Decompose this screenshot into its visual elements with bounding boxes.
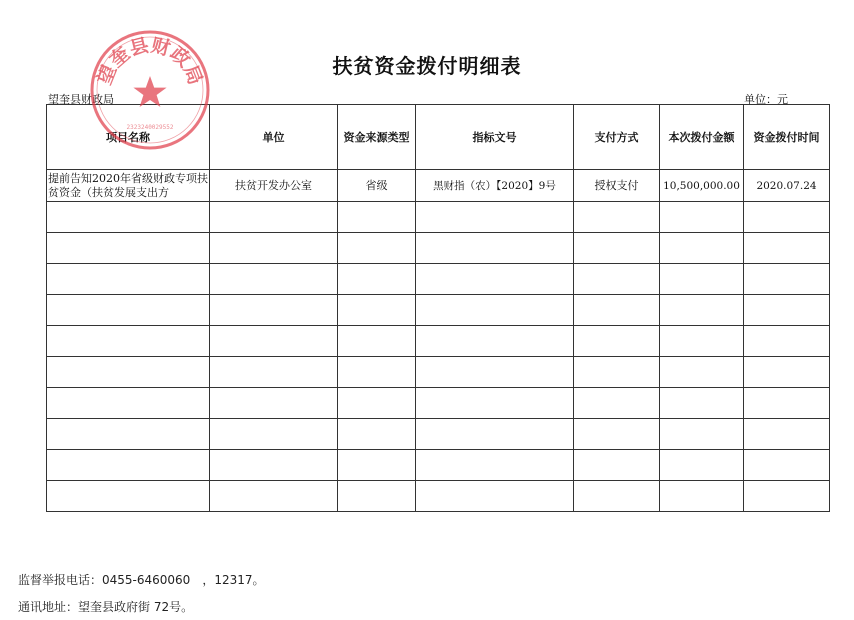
column-header-payment-method: 支付方式 xyxy=(574,105,660,170)
empty-cell xyxy=(47,357,210,388)
table-row-empty xyxy=(47,295,830,326)
empty-cell xyxy=(574,357,660,388)
empty-cell xyxy=(416,295,574,326)
seal-star-icon xyxy=(133,76,166,107)
cell-unit: 扶贫开发办公室 xyxy=(210,170,338,202)
empty-cell xyxy=(338,419,416,450)
empty-cell xyxy=(416,450,574,481)
cell-payment-method: 授权支付 xyxy=(574,170,660,202)
empty-cell xyxy=(660,419,744,450)
empty-cell xyxy=(338,295,416,326)
empty-cell xyxy=(210,233,338,264)
empty-cell xyxy=(744,264,830,295)
column-header-fund-source: 资金来源类型 xyxy=(338,105,416,170)
table-row-empty xyxy=(47,388,830,419)
empty-cell xyxy=(210,326,338,357)
empty-cell xyxy=(574,419,660,450)
empty-cell xyxy=(47,202,210,233)
table-row-empty xyxy=(47,264,830,295)
column-header-document-number: 指标文号 xyxy=(416,105,574,170)
document-title: 扶贫资金拨付明细表 xyxy=(332,54,522,78)
empty-cell xyxy=(660,357,744,388)
empty-cell xyxy=(210,450,338,481)
empty-cell xyxy=(660,481,744,512)
empty-cell xyxy=(660,202,744,233)
table-row-empty xyxy=(47,419,830,450)
empty-cell xyxy=(574,450,660,481)
empty-cell xyxy=(416,264,574,295)
empty-cell xyxy=(416,481,574,512)
empty-cell xyxy=(210,481,338,512)
empty-cell xyxy=(47,388,210,419)
empty-cell xyxy=(338,450,416,481)
empty-cell xyxy=(416,326,574,357)
cell-payment-date: 2020.07.24 xyxy=(744,170,830,202)
empty-cell xyxy=(744,202,830,233)
empty-cell xyxy=(744,450,830,481)
empty-cell xyxy=(744,481,830,512)
empty-cell xyxy=(660,233,744,264)
empty-cell xyxy=(744,357,830,388)
empty-cell xyxy=(338,481,416,512)
seal-text: 望奎县财政局 xyxy=(93,34,207,88)
empty-cell xyxy=(744,326,830,357)
empty-cell xyxy=(574,295,660,326)
table-row-empty xyxy=(47,202,830,233)
empty-cell xyxy=(744,388,830,419)
empty-cell xyxy=(47,450,210,481)
empty-cell xyxy=(338,388,416,419)
empty-cell xyxy=(744,419,830,450)
empty-cell xyxy=(416,357,574,388)
empty-cell xyxy=(47,419,210,450)
table-row-empty xyxy=(47,233,830,264)
department-name: 望奎县财政局 xyxy=(48,93,114,106)
empty-cell xyxy=(660,295,744,326)
empty-cell xyxy=(574,388,660,419)
empty-cell xyxy=(338,357,416,388)
empty-cell xyxy=(660,326,744,357)
empty-cell xyxy=(338,233,416,264)
column-header-amount: 本次拨付金额 xyxy=(660,105,744,170)
currency-unit: 单位：元 xyxy=(744,93,788,106)
empty-cell xyxy=(210,295,338,326)
empty-cell xyxy=(210,419,338,450)
empty-cell xyxy=(660,450,744,481)
footer-address: 通讯地址：望奎县政府街 72号。 xyxy=(18,600,194,614)
empty-cell xyxy=(574,326,660,357)
empty-cell xyxy=(47,481,210,512)
empty-cell xyxy=(338,326,416,357)
column-header-unit: 单位 xyxy=(210,105,338,170)
cell-project-name: 提前告知2020年省级财政专项扶贫资金（扶贫发展支出方 xyxy=(47,170,210,202)
empty-cell xyxy=(744,295,830,326)
empty-cell xyxy=(660,264,744,295)
empty-cell xyxy=(574,202,660,233)
cell-fund-source: 省级 xyxy=(338,170,416,202)
footer-phone: 监督举报电话：0455-6460060 ，12317。 xyxy=(18,573,265,587)
empty-cell xyxy=(574,264,660,295)
empty-cell xyxy=(210,202,338,233)
empty-cell xyxy=(210,388,338,419)
empty-cell xyxy=(744,233,830,264)
table-row-empty xyxy=(47,450,830,481)
empty-cell xyxy=(416,388,574,419)
table-row-empty xyxy=(47,481,830,512)
cell-document-number: 黑财指（农）【2020】9号 xyxy=(416,170,574,202)
table-row-empty xyxy=(47,357,830,388)
table-row xyxy=(47,170,830,202)
empty-cell xyxy=(210,264,338,295)
empty-cell xyxy=(338,264,416,295)
empty-cell xyxy=(47,326,210,357)
table-body xyxy=(47,170,830,512)
empty-cell xyxy=(574,481,660,512)
empty-cell xyxy=(416,233,574,264)
empty-cell xyxy=(660,388,744,419)
table-header-row xyxy=(47,105,830,170)
allocation-table xyxy=(46,104,830,512)
empty-cell xyxy=(47,233,210,264)
empty-cell xyxy=(47,264,210,295)
cell-amount: 10,500,000.00 xyxy=(660,170,744,202)
empty-cell xyxy=(574,233,660,264)
empty-cell xyxy=(47,295,210,326)
empty-cell xyxy=(416,419,574,450)
table-row-empty xyxy=(47,326,830,357)
column-header-project-name: 项目名称 xyxy=(47,105,210,170)
empty-cell xyxy=(416,202,574,233)
column-header-payment-date: 资金拨付时间 xyxy=(744,105,830,170)
empty-cell xyxy=(338,202,416,233)
seal-serial: 2323240029552 xyxy=(126,124,174,131)
empty-cell xyxy=(210,357,338,388)
